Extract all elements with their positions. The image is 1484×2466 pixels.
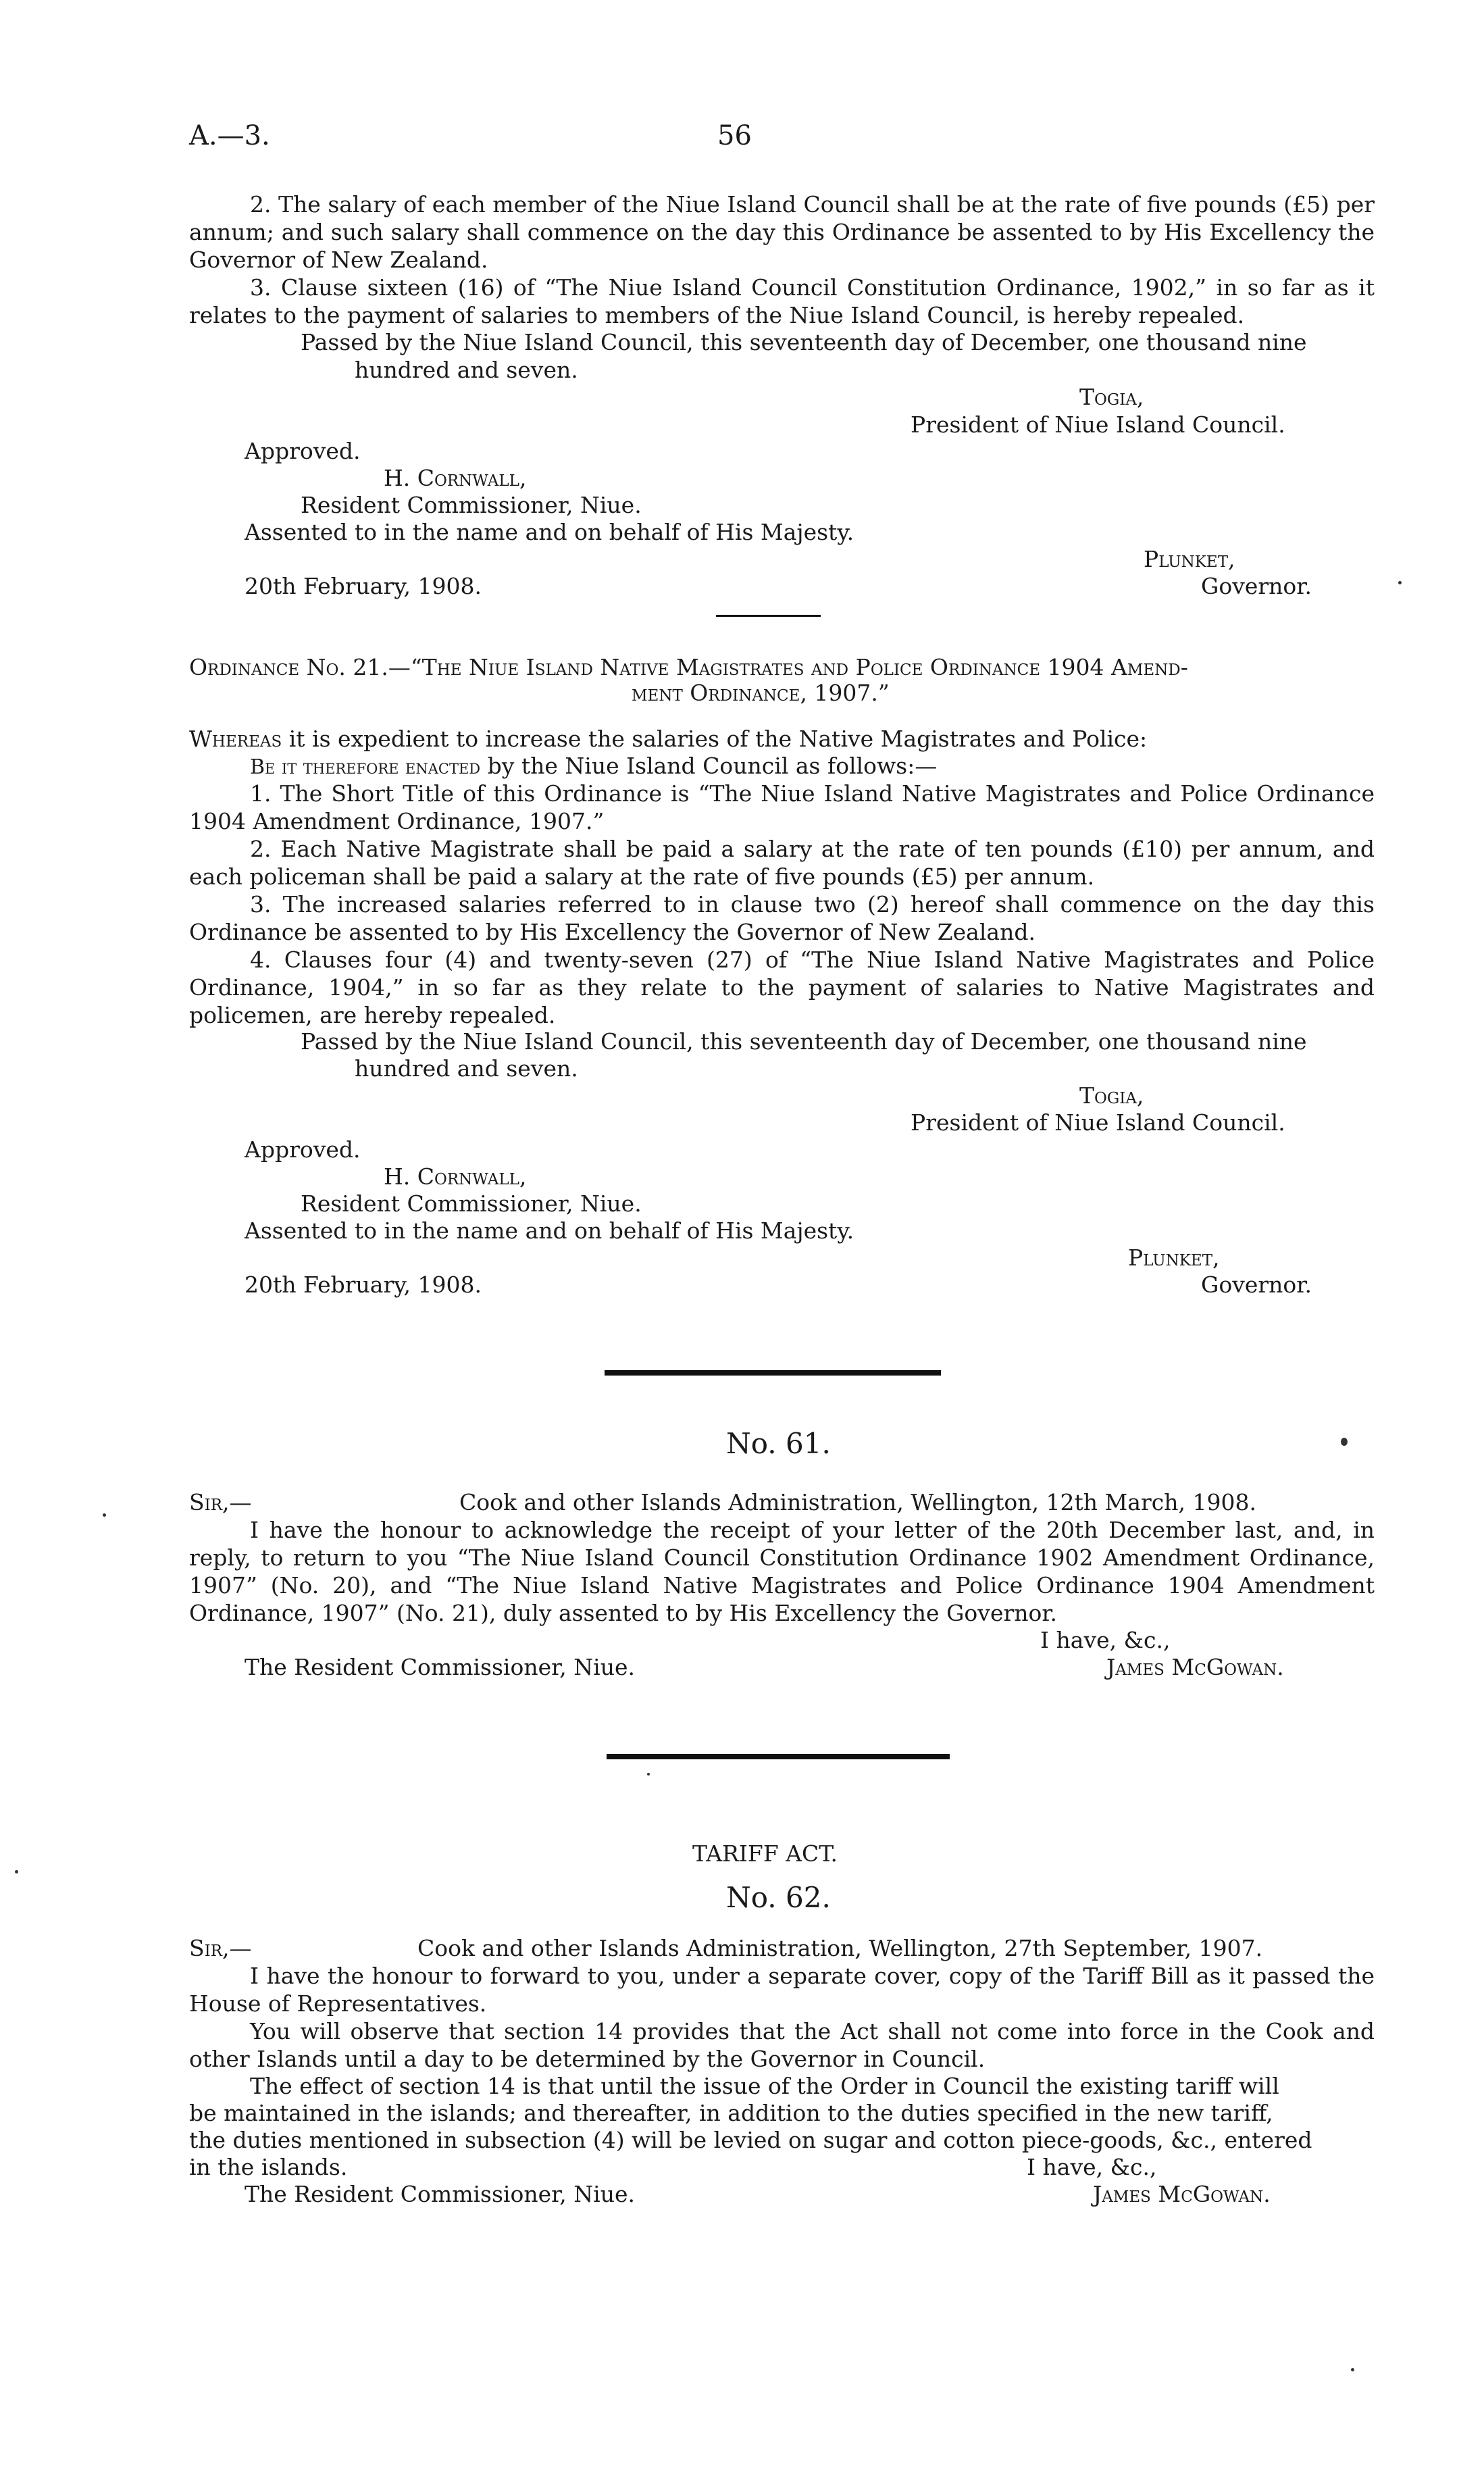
scan-speck bbox=[15, 1870, 18, 1873]
ordinance21-passed-line-2: hundred and seven. bbox=[355, 1055, 578, 1082]
ordinance20-clause-3: 3. Clause sixteen (16) of “The Niue Island Council Constitution Ordinance, 1902,” in so far as it relates to the payment of salaries to members of the Niue Island Council, is hereby repealed. bbox=[189, 274, 1375, 328]
ordinance20-passed-line-2: hundred and seven. bbox=[355, 357, 578, 383]
whereas-text: it is expedient to increase the salaries of the Native Magistrates and Police: bbox=[282, 726, 1148, 752]
ordinance21-title-line-1: —“The Niue Island Native Magistrates and Police Ordinance 1904 Amend- bbox=[388, 654, 1188, 680]
ink-spot bbox=[1341, 1438, 1348, 1446]
ordinance20-governor-name: Plunket, bbox=[1144, 546, 1235, 572]
scan-speck bbox=[1398, 581, 1402, 584]
ordinance20-president-name: Togia, bbox=[1079, 384, 1144, 410]
ordinance21-governor-title: Governor. bbox=[1201, 1272, 1312, 1298]
ordinance21-title bbox=[189, 654, 1188, 680]
ordinance20-clause-2: 2. The salary of each member of the Niue Island Council shall be at the rate of five pounds (£5) per annum; and such salary shall commence on the day this Ordinance be assented to by His Excellency the Governor of New Zealand. bbox=[189, 191, 1375, 273]
letter62-dateline: Cook and other Islands Administration, Wellington, 27th September, 1907. bbox=[417, 1935, 1263, 1961]
scan-speck bbox=[103, 1513, 106, 1517]
letter62-number: No. 62. bbox=[726, 1881, 831, 1914]
letter61-closing: I have, &c., bbox=[1040, 1627, 1171, 1653]
enacted-word: Be it therefore enacted bbox=[250, 755, 481, 779]
ordinance21-clause-1: 1. The Short Title of this Ordinance is “The Niue Island Native Magistrates and Police Ordinance 1904 Amendment Ordinance, 1907.” bbox=[189, 780, 1375, 834]
ordinance21-date: 20th February, 1908. bbox=[245, 1272, 482, 1298]
ordinance21-president-title: President of Niue Island Council. bbox=[911, 1109, 1285, 1136]
letter62-paragraph-1: I have the honour to forward to you, under a separate cover, copy of the Tariff Bill as it passed the House of Representatives. bbox=[189, 1963, 1375, 2017]
ordinance21-enacted bbox=[250, 753, 937, 779]
letter62-paragraph-3-line-4: in the islands. bbox=[189, 2154, 348, 2180]
letter61-recipient: The Resident Commissioner, Niue. bbox=[245, 1654, 635, 1680]
ordinance20-passed-line-1: Passed by the Niue Island Council, this seventeenth day of December, one thousand nine bbox=[301, 329, 1307, 355]
ordinance21-clause-2: 2. Each Native Magistrate shall be paid a salary at the rate of ten pounds (£10) per annum, and each policeman shall be paid a salary at the rate of five pounds (£5) per annum. bbox=[189, 836, 1375, 890]
ordinance20-commissioner-name: H. Cornwall, bbox=[384, 465, 527, 491]
scan-speck bbox=[647, 1773, 650, 1776]
letter62-paragraph-3-line-1: The effect of section 14 is that until the issue of the Order in Council the existing tariff will bbox=[250, 2073, 1279, 2099]
enacted-text: by the Niue Island Council as follows:— bbox=[480, 753, 938, 779]
ordinance20-president-title: President of Niue Island Council. bbox=[911, 411, 1285, 438]
whereas-word: Whereas bbox=[189, 726, 282, 752]
letter62-heading: TARIFF ACT. bbox=[692, 1840, 838, 1867]
document-reference: A.—3. bbox=[189, 120, 270, 151]
section-divider-thick bbox=[605, 1370, 941, 1376]
ordinance21-commissioner-name: H. Cornwall, bbox=[384, 1163, 527, 1190]
ordinance21-governor-name: Plunket, bbox=[1128, 1244, 1220, 1271]
ordinance21-passed-line-1: Passed by the Niue Island Council, this seventeenth day of December, one thousand nine bbox=[301, 1028, 1307, 1055]
ordinance21-president-name: Togia, bbox=[1079, 1082, 1144, 1109]
letter62-closing: I have, &c., bbox=[1027, 2154, 1157, 2180]
letter62-paragraph-2: You will observe that section 14 provides that the Act shall not come into force in the Cook and other Islands until a day to be determined by the Governor in Council. bbox=[189, 2018, 1375, 2072]
page-number: 56 bbox=[717, 120, 752, 151]
letter61-signatory: James McGowan. bbox=[1106, 1654, 1284, 1680]
letter62-signatory: James McGowan. bbox=[1093, 2181, 1271, 2207]
letter62-recipient: The Resident Commissioner, Niue. bbox=[245, 2181, 635, 2207]
letter61-salutation: Sir,— bbox=[189, 1489, 252, 1515]
ordinance21-clause-3: 3. The increased salaries referred to in clause two (2) hereof shall commence on the day this Ordinance be assented to by His Excellency the Governor of New Zealand. bbox=[189, 891, 1375, 945]
ordinance20-assented: Assented to in the name and on behalf of His Majesty. bbox=[245, 519, 854, 545]
letter61-number: No. 61. bbox=[726, 1427, 831, 1460]
letter61-body: I have the honour to acknowledge the receipt of your letter of the 20th December last, and, in reply, to return to you “The Niue Island Council Constitution Ordinance 1902 Amendment Ordinance, 1907” (No. 20), and “The Niue Island Native Magistrates and Police Ordinance 1904 Amendment Ordinance, 1907” (No. 21), duly assented to by His Excellency the Governor. bbox=[189, 1517, 1375, 1626]
letter62-salutation: Sir,— bbox=[189, 1935, 252, 1961]
ordinance21-title-line-2: ment Ordinance, 1907.” bbox=[632, 680, 890, 706]
letter61-dateline: Cook and other Islands Administration, Wellington, 12th March, 1908. bbox=[459, 1489, 1256, 1515]
section-divider-thick bbox=[607, 1754, 950, 1759]
scan-speck bbox=[1351, 2368, 1354, 2371]
ordinance20-approved: Approved. bbox=[245, 438, 361, 464]
section-divider bbox=[716, 615, 821, 617]
ordinance20-commissioner-title: Resident Commissioner, Niue. bbox=[301, 492, 642, 518]
letter62-paragraph-3-line-3: the duties mentioned in subsection (4) will be levied on sugar and cotton piece-goods, &c., entered bbox=[189, 2127, 1312, 2153]
ordinance21-assented: Assented to in the name and on behalf of His Majesty. bbox=[245, 1217, 854, 1244]
letter62-paragraph-3-line-2: be maintained in the islands; and thereafter, in addition to the duties specified in the new tariff, bbox=[189, 2100, 1273, 2126]
ordinance21-title-prefix: Ordinance No. 21. bbox=[189, 654, 388, 680]
ordinance20-date: 20th February, 1908. bbox=[245, 573, 482, 599]
ordinance21-whereas bbox=[189, 726, 1147, 752]
ordinance20-governor-title: Governor. bbox=[1201, 573, 1312, 599]
ordinance21-commissioner-title: Resident Commissioner, Niue. bbox=[301, 1190, 642, 1217]
ordinance21-approved: Approved. bbox=[245, 1136, 361, 1163]
ordinance21-clause-4: 4. Clauses four (4) and twenty-seven (27) of “The Niue Island Native Magistrates and Police Ordinance, 1904,” in so far as they relate to the payment of salaries to Native Magistrates and policemen, are hereby repealed. bbox=[189, 947, 1375, 1028]
